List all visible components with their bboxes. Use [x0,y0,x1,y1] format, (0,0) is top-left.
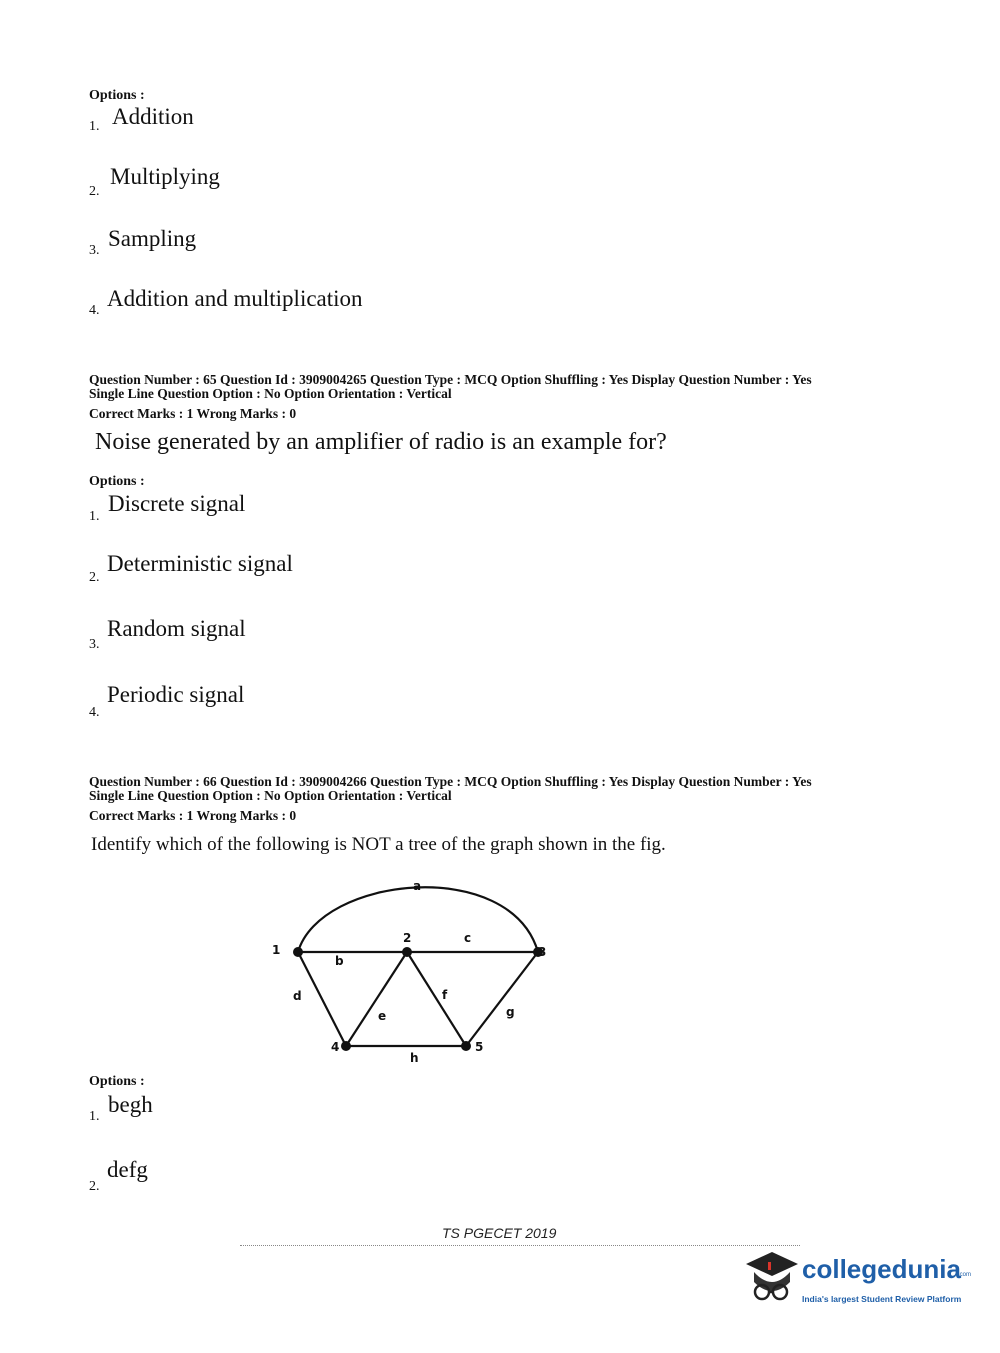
option-number: 1. [89,509,100,524]
option-number: 3. [89,637,100,652]
edge-label: g [506,1005,515,1019]
option-number: 2. [89,570,100,585]
edge-label: b [335,954,344,968]
option-number: 2. [89,184,100,199]
edge-label: f [442,988,448,1002]
options-heading: Options : [89,1074,145,1089]
option-text: Multiplying [110,164,220,189]
option-text: Sampling [108,226,197,251]
brand-tagline: India's largest Student Review Platform [802,1294,962,1304]
graph-node [402,947,412,957]
option-number: 4. [89,303,100,318]
options-heading: Options : [89,88,145,103]
option-number: 1. [89,1109,100,1124]
edge-f [407,952,466,1046]
option-text: Addition and multiplication [107,286,363,311]
option-number: 2. [89,1179,100,1194]
question-meta-line: Question Number : 66 Question Id : 3909004266 Question Type : MCQ Option Shuffling : Yes Display Question Number : Yes [89,774,812,789]
graduate-mascot-icon [742,1248,802,1308]
node-label: 5 [475,1040,484,1054]
graph-node [341,1041,351,1051]
edge-label: a [413,879,422,893]
option-text: Discrete signal [108,491,246,516]
option-number: 4. [89,705,100,720]
option-text: defg [107,1157,148,1182]
option-text: begh [108,1092,153,1117]
question-meta-line: Single Line Question Option : No Option Orientation : Vertical [89,386,452,401]
question-text: Noise generated by an amplifier of radio is an example for? [95,429,667,455]
option-text: Addition [112,104,194,129]
node-label: 3 [538,945,547,959]
brand-name: collegedunia [802,1254,961,1284]
collegedunia-logo [742,1248,972,1308]
question-marks: Correct Marks : 1 Wrong Marks : 0 [89,406,297,421]
node-label: 1 [272,943,281,957]
brand-suffix: .com [958,1272,972,1278]
edge-label: e [378,1009,387,1023]
node-label: 4 [331,1040,340,1054]
question-marks: Correct Marks : 1 Wrong Marks : 0 [89,808,297,823]
option-number: 1. [89,119,100,134]
footer-divider [240,1245,800,1246]
edge-label: d [293,989,302,1003]
option-number: 3. [89,243,100,258]
edge-g [466,952,538,1046]
question-meta-line: Question Number : 65 Question Id : 3909004265 Question Type : MCQ Option Shuffling : Yes Display Question Number : Yes [89,372,812,387]
edge-a [298,887,538,952]
question-text: Identify which of the following is NOT a tree of the graph shown in the fig. [91,834,666,855]
option-text: Periodic signal [107,682,245,707]
edge-e [346,952,407,1046]
options-heading: Options : [89,474,145,489]
graph-figure [260,866,560,1068]
graph-node [461,1041,471,1051]
exam-footer-label: TS PGECET 2019 [442,1225,557,1241]
option-text: Deterministic signal [107,551,293,576]
question-meta-line: Single Line Question Option : No Option Orientation : Vertical [89,788,452,803]
node-label: 2 [403,931,412,945]
edge-label: h [410,1051,419,1065]
graph-node [293,947,303,957]
option-text: Random signal [107,616,246,641]
edge-label: c [464,931,472,945]
